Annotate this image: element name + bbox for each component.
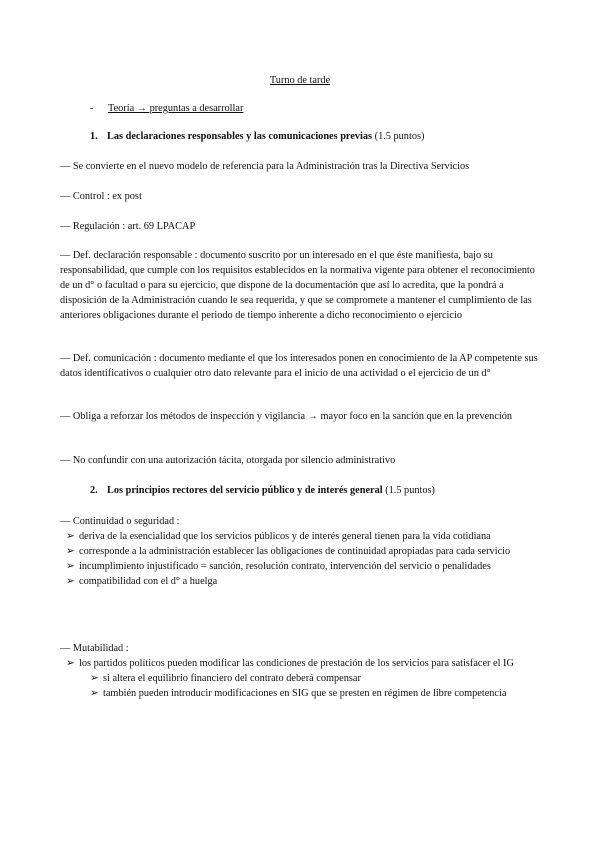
paragraph: — Se convierte en el nuevo modelo de referencia para la Administración tras la Directiva Servicios <box>60 161 470 172</box>
bullet-arrow-icon: ➢ <box>90 673 99 684</box>
paragraph: — Def. comunicación : documento mediante el que los interesados ponen en conocimiento de la AP competente sus datos identificativos o cualquier otro dato relevante para el inicio de una actividad o el ejercicio de un d° <box>60 353 538 379</box>
bullet-arrow-icon: ➢ <box>66 531 75 542</box>
bullet-arrow-icon: ➢ <box>66 658 75 669</box>
list-item-text: deriva de la esencialidad que los servicios públicos y de interés general tienen para la vida cotidiana <box>79 531 491 542</box>
section-1-number: 1. <box>90 131 98 142</box>
section-2-number: 2. <box>90 485 98 496</box>
list-item-text: los partidos políticos pueden modificar las condiciones de prestación de los servicios para satisfacer el IG <box>79 658 514 669</box>
bullet-arrow-icon: ➢ <box>90 688 99 699</box>
bullet-arrow-icon: ➢ <box>66 576 75 587</box>
paragraph: — Obliga a reforzar los métodos de inspección y vigilancia → mayor foco en la sanción que en la prevención <box>60 411 513 422</box>
paragraph: — Regulación : art. 69 LPACAP <box>60 221 196 232</box>
mutabilidad-label: — Mutabilidad : <box>60 643 129 654</box>
list-item <box>60 574 538 589</box>
paragraph: — No confundir con una autorización tácita, otorgada por silencio administrativo <box>60 455 396 466</box>
bullet-arrow-icon: ➢ <box>66 561 75 572</box>
continuidad-block <box>60 514 538 589</box>
list-item <box>60 544 538 559</box>
tema-dash: - <box>90 103 94 114</box>
list-item <box>60 671 538 686</box>
section-2-heading <box>90 483 435 498</box>
list-item <box>60 529 538 544</box>
list-item <box>60 559 538 574</box>
list-item-text: incumplimiento injustificado = sanción, resolución contrato, intervención del servicio o penalidades <box>79 561 491 572</box>
section-2-title: Los principios rectores del servicio público y de interés general <box>107 485 383 496</box>
section-2-points: (1.5 puntos) <box>385 485 435 496</box>
tema-text: Teoría → preguntas a desarrollar <box>108 103 244 114</box>
list-item <box>60 656 538 671</box>
paragraph: — Def. declaración responsable : documento suscrito por un interesado en el que éste manifiesta, bajo su responsabilidad, que cumple con los requisitos establecidos en la normativa vigente para obtener el reconocimiento de un d° o facultad o para su ejercicio, que dispone de la documentación que así lo acredita, que la pondrá a disposición de la Administración cuando le sea requerida, y que se compromete a mantener el cumplimiento de las anteriores obligaciones durante el periodo de tiempo inherente a dicho reconocimiento o ejercicio <box>60 250 535 321</box>
section-1-heading <box>90 129 424 144</box>
continuidad-label: — Continuidad o seguridad : <box>60 516 180 527</box>
list-item-text: si altera el equilibrio financiero del contrato deberá compensar <box>103 673 361 684</box>
section-1-title: Las declaraciones responsables y las comunicaciones previas <box>107 131 373 142</box>
mutabilidad-block <box>60 641 538 701</box>
section-1-points: (1.5 puntos) <box>374 131 425 142</box>
paragraph: — Control : ex post <box>60 191 142 202</box>
tema-line <box>90 101 243 116</box>
list-item-text: compatibilidad con el d° a huelga <box>79 576 218 587</box>
bullet-arrow-icon: ➢ <box>66 546 75 557</box>
list-item <box>60 686 538 701</box>
page-title: Turno de tarde <box>269 75 331 86</box>
list-item-text: corresponde a la administración establecer las obligaciones de continuidad apropiadas para cada servicio <box>79 546 511 557</box>
list-item-text: también pueden introducir modificaciones en SIG que se presten en régimen de libre competencia <box>103 688 507 699</box>
